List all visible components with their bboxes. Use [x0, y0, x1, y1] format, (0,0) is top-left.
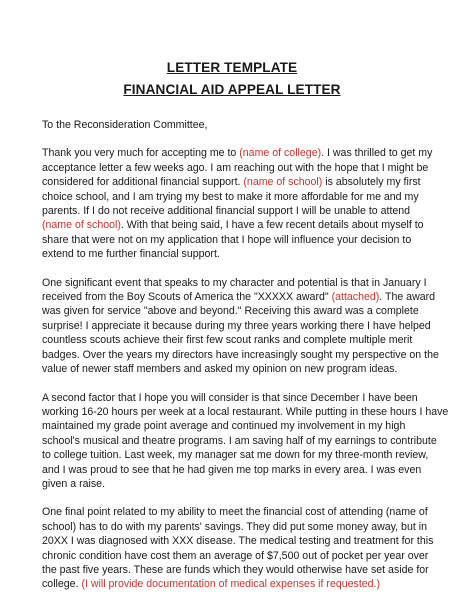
placeholder-text: (name of school) — [243, 176, 323, 189]
letter-paragraph — [42, 391, 449, 492]
body-text: is absolutely my first — [322, 176, 421, 189]
paragraph-line — [42, 161, 429, 175]
paragraph-line — [42, 448, 429, 462]
body-text: college. — [42, 578, 82, 591]
body-text: maintained my grade point average and continued my involvement in my high — [42, 420, 406, 433]
paragraph-line — [42, 333, 422, 347]
body-text: countless scouts achieve their first few scout ranks and complete multiple merit — [42, 334, 413, 347]
body-text: value of newer staff members and asked my opinion on new program ideas. — [42, 363, 398, 376]
paragraph-line — [42, 362, 422, 376]
paragraph-line — [42, 319, 431, 333]
paragraph-line — [42, 276, 427, 290]
placeholder-text: (attached) — [331, 291, 380, 304]
body-text: parents. If I do not receive additional financial support I will be unable to attend — [42, 205, 411, 218]
paragraph-line — [42, 520, 427, 534]
letter-paragraph — [42, 276, 439, 377]
paragraph-line — [42, 434, 437, 448]
body-text: . The award — [379, 291, 436, 304]
body-text: and I was proud to see that he had given me top marks in every area. I was even — [42, 463, 422, 476]
paragraph-line — [42, 146, 433, 160]
body-text: One significant event that speaks to my character and potential is that in January I — [42, 276, 427, 289]
paragraph-line — [42, 391, 422, 405]
letter-title-line2: FINANCIAL AID APPEAL LETTER — [123, 82, 341, 97]
paragraph-line — [42, 477, 422, 491]
paragraph-line — [42, 534, 434, 548]
paragraph-line — [42, 304, 422, 318]
body-text: 20XX I was diagnosed with XXX disease. The medical testing and treatment for this — [42, 535, 434, 548]
placeholder-text: (name of college) — [239, 147, 322, 160]
letter-body — [42, 146, 449, 591]
paragraph-line — [42, 247, 422, 261]
body-text: . I was thrilled to get my — [321, 147, 433, 160]
letter-paragraph — [42, 146, 433, 261]
body-text: school) has to do with my parents' savings. They did put some money away, but in — [42, 520, 427, 533]
body-text: One final point related to my ability to meet the financial cost of attending (name of — [42, 506, 428, 519]
paragraph-line — [42, 577, 422, 591]
paragraph-line — [42, 190, 422, 204]
paragraph-line — [42, 549, 429, 563]
salutation: To the Reconsideration Committee, — [42, 119, 208, 131]
letter-title-line1: LETTER TEMPLATE — [166, 60, 298, 75]
paragraph-line — [42, 204, 422, 218]
placeholder-text: (name of school) — [42, 219, 121, 232]
paragraph-line — [42, 419, 422, 433]
paragraph-line — [42, 463, 422, 477]
letter-paragraph — [42, 505, 434, 591]
paragraph-line — [42, 563, 429, 577]
paragraph-line — [42, 218, 422, 232]
paragraph-line — [42, 348, 439, 362]
body-text: acceptance letter a few weeks ago. I am reaching out with the hope that I might be — [42, 161, 429, 174]
body-text: to college tuition. Last week, my manager sat me down for my three-month review, — [42, 449, 429, 462]
body-text: A second factor that I hope you will consider is that since December I have been — [42, 391, 418, 404]
body-text: choice school, and I am trying my best to make it more affordable for me and my — [42, 190, 419, 203]
body-text: working 16-20 hours per week at a local restaurant. While putting in these hours I have — [42, 405, 449, 418]
body-text: extend to me further financial support. — [42, 248, 220, 261]
body-text: chronic condition have cost them an average of $7,500 out of pocket per year over — [42, 549, 429, 562]
placeholder-text: (I will provide documentation of medical expenses if requested.) — [81, 578, 381, 591]
body-text: school's musical and theatre programs. I am saving half of my earnings to contribute — [42, 434, 437, 447]
body-text: badges. Over the years my directors have increasingly sought my perspective on the — [42, 348, 439, 361]
body-text: surprise! I appreciate it because during my three years working there I have helped — [42, 319, 431, 332]
body-text: considered for additional financial support. — [42, 176, 244, 189]
paragraph-line — [42, 405, 449, 419]
body-text: received from the Boy Scouts of America the "XXXXX award" — [42, 291, 332, 304]
paragraph-line — [42, 505, 428, 519]
body-text: the past five years. These are funds which they would otherwise have set aside for — [42, 563, 429, 576]
paragraph-line — [42, 175, 422, 189]
body-text: share that were not on my application that I hope will influence your decision to — [42, 233, 412, 246]
body-text: was given for service "above and beyond." Receiving this award was a complete — [42, 305, 419, 318]
paragraph-line — [42, 290, 436, 304]
body-text: given a raise. — [42, 477, 106, 490]
body-text: . With that being said, I have a few recent details about myself to — [120, 219, 424, 232]
body-text: Thank you very much for accepting me to — [42, 147, 240, 160]
paragraph-line — [42, 233, 422, 247]
